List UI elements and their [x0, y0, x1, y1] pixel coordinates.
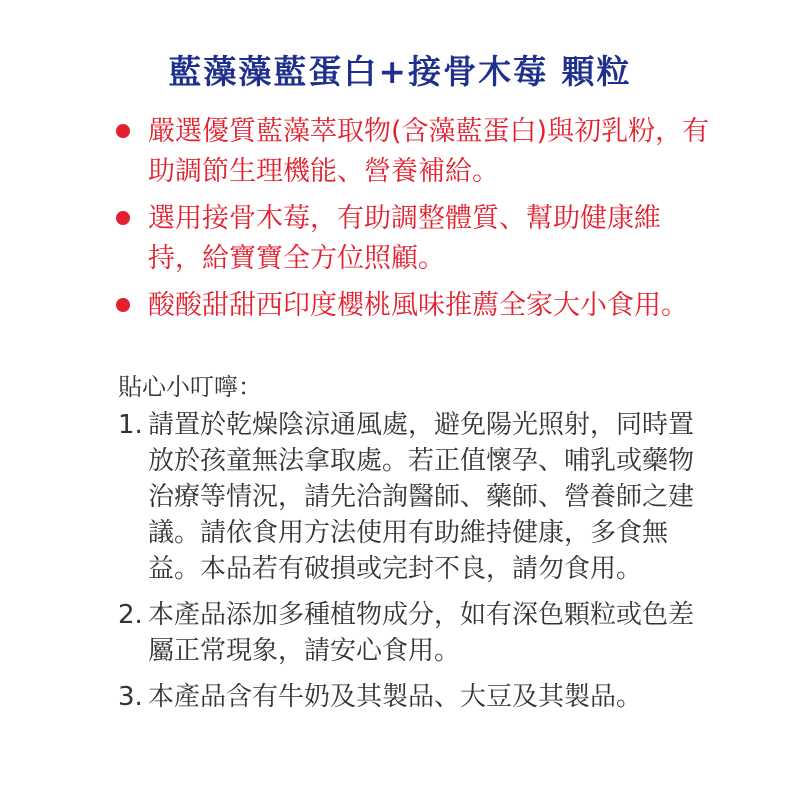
feature-item: [112, 286, 712, 326]
tip-item: [118, 597, 708, 669]
feature-item: [112, 112, 712, 192]
bullet-icon: [116, 211, 130, 225]
feature-list: [112, 112, 712, 333]
feature-text: 選用接骨木莓，有助調整體質、幫助健康維持，給寶寶全方位照顧。: [148, 203, 661, 274]
bullet-icon: [116, 124, 130, 138]
tip-number: 1.: [118, 410, 143, 440]
feature-item: [112, 199, 712, 279]
tips-list: [118, 407, 708, 725]
feature-text: 酸酸甜甜西印度櫻桃風味推薦全家大小食用。: [148, 290, 688, 321]
tip-text: 請置於乾燥陰涼通風處，避免陽光照射，同時置放於孩童無法拿取處。若正值懷孕、哺乳或藥物治療等情況，請先洽詢醫師、藥師、營養師之建議。請依食用方法使用有助維持健康，多食無益。本品若有破損或完封不良，請勿食用。: [148, 410, 695, 584]
tip-number: 3.: [118, 682, 143, 712]
bullet-icon: [116, 298, 130, 312]
product-title: 藍藻藻藍蛋白+接骨木莓 顆粒: [168, 52, 632, 91]
tip-item: [118, 407, 708, 587]
tips-heading: 貼心小叮嚀：: [118, 373, 262, 401]
feature-text: 嚴選優質藍藻萃取物(含藻藍蛋白)與初乳粉，有助調節生理機能、營養補給。: [148, 116, 710, 187]
tip-item: [118, 679, 708, 715]
tip-text: 本產品添加多種植物成分，如有深色顆粒或色差屬正常現象，請安心食用。: [148, 600, 695, 666]
tip-text: 本產品含有牛奶及其製品、大豆及其製品。: [148, 682, 643, 712]
tip-number: 2.: [118, 600, 143, 630]
